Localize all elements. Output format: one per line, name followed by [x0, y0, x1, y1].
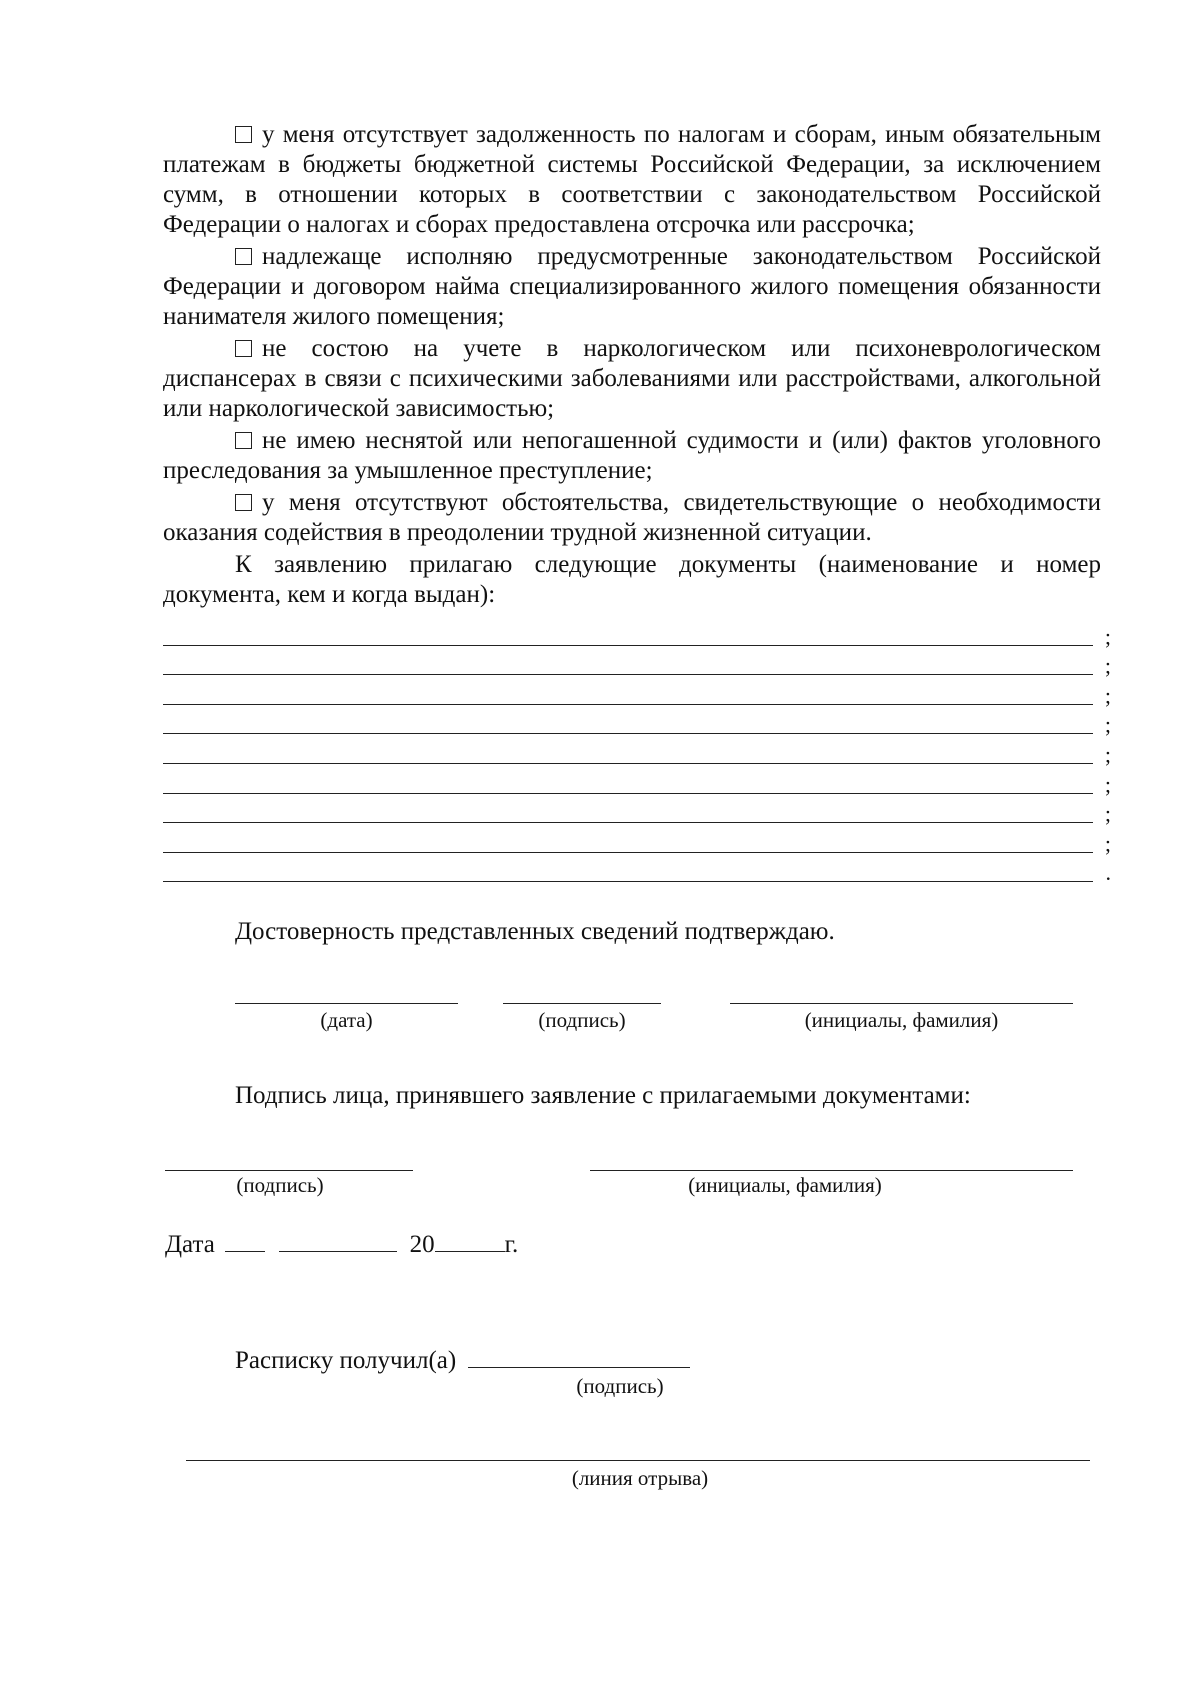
- document-line[interactable]: [163, 796, 1113, 826]
- attachments-intro: К заявлению прилагаю следующие документы (наименование и номер документа, кем и когда выдан):: [163, 551, 1101, 608]
- document-line[interactable]: [163, 677, 1113, 707]
- condition-text: у меня отсутствует задолженность по налогам и сборам, иным обязательным платежам в бюджеты бюджетной системы Российской Федерации, за исключением сумм, в отношении которых в соответствии с законодательством Российской Федерации о налогах и сборах предоставлена отсрочка или рассрочка;: [163, 121, 1101, 238]
- conditions-block: [163, 120, 1101, 612]
- receiver-name-caption: (инициалы, фамилия): [688, 1173, 882, 1197]
- name-line[interactable]: [730, 1003, 1073, 1004]
- line-punct: ;: [1104, 771, 1111, 797]
- date-line[interactable]: [235, 1003, 458, 1004]
- receiver-signature-line[interactable]: [165, 1170, 413, 1171]
- document-line[interactable]: [163, 648, 1113, 678]
- condition-text: не состою на учете в наркологическом или психоневрологическом диспансерах в связи с психическими заболеваниями или расстройствами, алкогольной или наркологической зависимостью;: [163, 335, 1101, 422]
- receipt-row: [235, 1345, 690, 1375]
- date-row: [165, 1229, 518, 1259]
- checkbox[interactable]: [235, 432, 252, 449]
- confirmation-text: Достоверность представленных сведений подтверждаю.: [235, 918, 835, 945]
- condition-text: надлежаще исполняю предусмотренные законодательством Российской Федерации и договором найма специализированного жилого помещения обязанности нанимателя жилого помещения;: [163, 243, 1101, 330]
- document-line[interactable]: [163, 618, 1113, 648]
- receipt-label: Расписку получил(а): [235, 1347, 457, 1374]
- document-line[interactable]: [163, 766, 1113, 796]
- signature-line[interactable]: [503, 1003, 661, 1004]
- line-punct: ;: [1104, 682, 1111, 708]
- checkbox[interactable]: [235, 126, 252, 143]
- condition-item: [163, 120, 1101, 240]
- checkbox[interactable]: [235, 340, 252, 357]
- name-caption: (инициалы, фамилия): [804, 1008, 999, 1032]
- date-label: Дата: [165, 1231, 215, 1258]
- tear-line: [186, 1460, 1090, 1461]
- line-punct: ;: [1104, 741, 1111, 767]
- line-punct: ;: [1104, 801, 1111, 827]
- document-line[interactable]: [163, 736, 1113, 766]
- line-punct: ;: [1104, 623, 1111, 649]
- receipt-signature-blank[interactable]: [468, 1345, 690, 1368]
- line-punct: ;: [1104, 830, 1111, 856]
- document-lines: [163, 618, 1113, 884]
- line-punct: .: [1105, 860, 1111, 886]
- document-line[interactable]: [163, 707, 1113, 737]
- day-blank[interactable]: [225, 1229, 265, 1252]
- year-blank[interactable]: [435, 1229, 505, 1252]
- year-suffix: г.: [504, 1231, 519, 1258]
- month-blank[interactable]: [279, 1229, 397, 1252]
- condition-text: не имею неснятой или непогашенной судимости и (или) фактов уголовного преследования за умышленное преступление;: [163, 427, 1101, 484]
- signature-caption: (подпись): [538, 1008, 626, 1032]
- receiver-signature-caption: (подпись): [236, 1173, 324, 1197]
- checkbox[interactable]: [235, 248, 252, 265]
- line-punct: ;: [1104, 653, 1111, 679]
- receiver-name-line[interactable]: [590, 1170, 1073, 1171]
- tear-line-caption: (линия отрыва): [571, 1466, 709, 1490]
- line-punct: ;: [1104, 712, 1111, 738]
- condition-item: [163, 334, 1101, 424]
- condition-item: [163, 426, 1101, 486]
- checkbox[interactable]: [235, 494, 252, 511]
- receiver-heading: Подпись лица, принявшего заявление с прилагаемыми документами:: [235, 1082, 971, 1109]
- year-prefix: 20: [409, 1231, 435, 1258]
- document-line[interactable]: [163, 855, 1113, 885]
- document-line[interactable]: [163, 825, 1113, 855]
- date-caption: (дата): [320, 1008, 373, 1032]
- condition-text: у меня отсутствуют обстоятельства, свидетельствующие о необходимости оказания содействия в преодолении трудной жизненной ситуации.: [163, 489, 1101, 546]
- condition-item: [163, 242, 1101, 332]
- condition-item: [163, 488, 1101, 548]
- receipt-signature-caption: (подпись): [576, 1374, 664, 1398]
